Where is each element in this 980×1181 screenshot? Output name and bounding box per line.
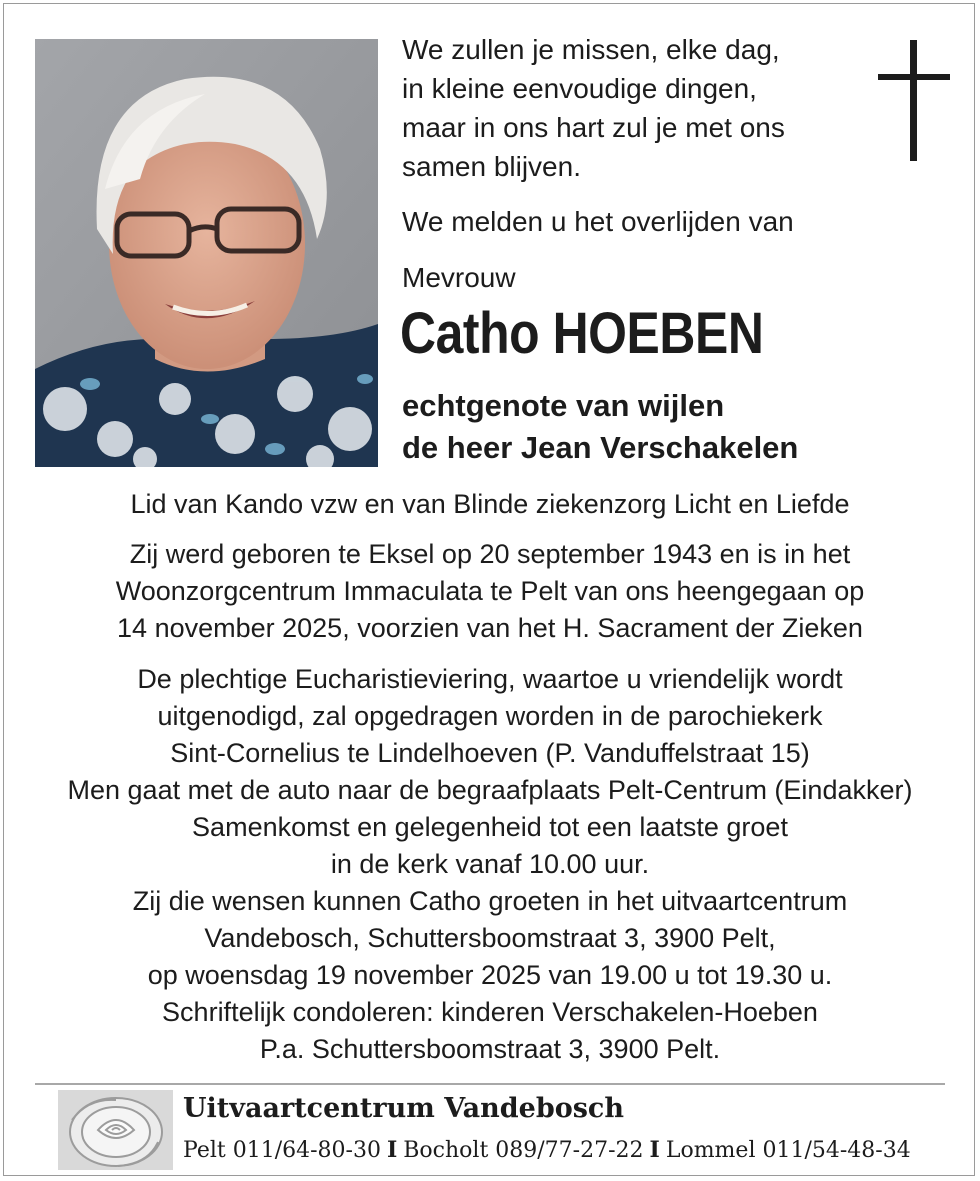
paragraph-line: Samenkomst en gelegenheid tot een laatste groet xyxy=(192,812,788,842)
paragraph-line: Zij werd geboren te Eksel op 20 september 1943 en is in het xyxy=(129,539,851,569)
rose-image xyxy=(58,1090,173,1170)
spouse-info xyxy=(402,385,798,469)
cross-icon xyxy=(878,40,950,161)
paragraph-line: op woensdag 19 november 2025 van 19.00 u tot 19.30 u. xyxy=(147,960,833,990)
funeral-home-phones xyxy=(183,1137,911,1163)
poem-line: We zullen je missen, elke dag, xyxy=(402,34,780,65)
poem-line: maar in ons hart zul je met ons xyxy=(402,112,785,143)
paragraph-line: Vandebosch, Schuttersboomstraat 3, 3900 Pelt, xyxy=(204,923,776,953)
deceased-name: Catho HOEBEN xyxy=(400,301,764,366)
ceremony-paragraph xyxy=(0,661,980,1068)
paragraph-line: 14 november 2025, voorzien van het H. Sacrament der Zieken xyxy=(117,613,863,643)
poem-line: samen blijven. xyxy=(402,151,581,182)
phone-separator: I xyxy=(649,1137,660,1163)
portrait-photo xyxy=(35,39,378,467)
paragraph-line: uitgenodigd, zal opgedragen worden in de parochiekerk xyxy=(157,701,823,731)
poem xyxy=(402,30,862,186)
birth-death-paragraph xyxy=(0,536,980,647)
spouse-line: de heer Jean Verschakelen xyxy=(402,430,799,465)
footer-divider xyxy=(35,1083,945,1085)
phone-lommel: Lommel 011/54-48-34 xyxy=(665,1138,911,1163)
paragraph-line: Schriftelijk condoleren: kinderen Verschakelen-Hoeben xyxy=(162,997,818,1027)
paragraph-line: De plechtige Eucharistieviering, waartoe u vriendelijk wordt xyxy=(137,664,843,694)
membership xyxy=(0,486,980,523)
paragraph-line: Men gaat met de auto naar de begraafplaats Pelt-Centrum (Eindakker) xyxy=(67,775,913,805)
phone-separator: I xyxy=(386,1137,398,1163)
paragraph-line: P.a. Schuttersboomstraat 3, 3900 Pelt. xyxy=(259,1034,721,1064)
announcement: We melden u het overlijden van xyxy=(402,206,794,237)
paragraph-line: Woonzorgcentrum Immaculata te Pelt van ons heengegaan op xyxy=(115,576,865,606)
paragraph-line: in de kerk vanaf 10.00 uur. xyxy=(330,849,650,879)
phone-bocholt: Bocholt 089/77-27-22 xyxy=(403,1138,644,1163)
paragraph-line: Zij die wensen kunnen Catho groeten in het uitvaartcentrum xyxy=(132,886,848,916)
paragraph-line: Sint-Cornelius te Lindelhoeven (P. Vanduffelstraat 15) xyxy=(170,738,810,768)
deceased-title: Mevrouw xyxy=(402,262,516,293)
spouse-line: echtgenote van wijlen xyxy=(402,388,725,423)
funeral-home-name: Uitvaartcentrum Vandebosch xyxy=(183,1093,625,1124)
poem-line: in kleine eenvoudige dingen, xyxy=(402,73,757,104)
phone-pelt: Pelt 011/64-80-30 xyxy=(183,1138,381,1163)
membership-line: Lid van Kando vzw en van Blinde ziekenzorg Licht en Liefde xyxy=(130,489,850,519)
